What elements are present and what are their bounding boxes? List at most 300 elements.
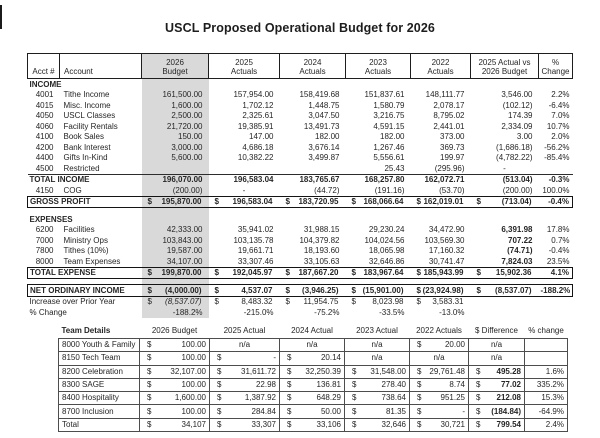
cell-pct-change xyxy=(539,307,573,318)
cell-actuals-2024: 182.00 xyxy=(315,132,340,141)
cell-actual-vs-budget: (513.04) xyxy=(471,174,539,185)
total-row-total-income xyxy=(28,174,573,185)
dollar-sign: $ xyxy=(147,353,152,363)
cell-actuals-2022: $ 185,943.99 xyxy=(411,267,471,279)
cell-actuals-2023: -33.5% xyxy=(379,307,405,317)
dollar-sign: $ xyxy=(417,380,422,390)
team-row-8200-celebration xyxy=(59,365,568,378)
team-cell-pct-change: 1.6% xyxy=(525,365,568,378)
cell-budget-2026: 3,000.00 xyxy=(171,142,203,152)
dollar-sign: $ xyxy=(287,393,292,403)
dollar-sign: $ xyxy=(285,297,290,306)
cell-actuals-2024: -75.2% xyxy=(314,307,340,317)
header-acct: Acct # xyxy=(28,54,60,79)
cell-account-name: Book Sales xyxy=(63,132,104,141)
team-header-team-details: Team Details xyxy=(61,326,111,335)
team-cell-difference: n/a xyxy=(469,352,525,365)
dollar-sign: $ xyxy=(476,393,481,403)
cell-actuals-2022: 148,111.77 xyxy=(425,90,465,99)
dollar-sign: $ xyxy=(147,197,152,206)
cell-actuals-2022: (53.70) xyxy=(439,185,465,195)
cell-actuals-2023: $ 168,066.64 xyxy=(346,196,411,208)
cell-actuals-2024: 33,105.63 xyxy=(303,256,340,266)
team-cell-amount: $ 29,761.48 xyxy=(410,365,469,378)
cell-actuals-2023: 5,556.61 xyxy=(373,153,405,162)
cell-actual-vs-budget: 3,546.00 xyxy=(501,90,533,99)
team-table-header-row xyxy=(59,324,568,339)
cell-actuals-2022: 369.73 xyxy=(440,142,465,152)
team-cell-difference: $ 77.02 xyxy=(469,378,525,391)
cell-pct-change: -6.4% xyxy=(548,100,570,110)
team-name: 8300 SAGE xyxy=(59,378,140,391)
cell-actuals-2022: 373.00 xyxy=(440,132,465,141)
dollar-sign: $ xyxy=(476,285,481,295)
cell-account-name: Gifts In-Kind xyxy=(63,153,108,162)
cell-actuals-2023: (191.16) xyxy=(374,185,405,195)
cell-actuals-2024: 31,988.15 xyxy=(303,225,340,234)
team-cell-difference: $ 495.28 xyxy=(469,365,525,378)
cell-acct-number: 4100 xyxy=(35,132,54,141)
dollar-sign: $ xyxy=(217,366,222,376)
cell-pct-change: 2.2% xyxy=(551,90,570,99)
dollar-sign: $ xyxy=(417,340,422,350)
cell-actual-vs-budget: (200.00) xyxy=(502,185,533,195)
dollar-sign: $ xyxy=(352,380,357,390)
cell-actuals-2024: (44.72) xyxy=(314,185,340,195)
cell-acct-number: 4500 xyxy=(35,163,54,173)
header-account: Account xyxy=(60,54,142,79)
cell-actuals-2025 xyxy=(209,163,280,174)
cell-actual-vs-budget: 3.00 xyxy=(516,132,533,141)
cell-account-name: Tithe Income xyxy=(63,90,110,99)
dollar-sign: $ xyxy=(217,380,222,390)
team-header-2024-actual: 2024 Actual xyxy=(291,326,333,335)
cell-acct-number: 4150 xyxy=(35,185,54,195)
team-row-total xyxy=(59,418,568,431)
dollar-sign: $ xyxy=(285,285,290,295)
row-label: TOTAL INCOME xyxy=(28,174,142,185)
cell-actuals-2025: -215.0% xyxy=(243,307,274,317)
dollar-sign: $ xyxy=(147,406,152,416)
cell-pct-change: 2.0% xyxy=(551,132,570,141)
cell-actuals-2025: 10,382.22 xyxy=(237,153,274,162)
cell-budget-2026: 1,600.00 xyxy=(171,100,203,110)
cell-acct-number: 8000 xyxy=(35,256,54,266)
team-cell-amount: $ - xyxy=(210,352,280,365)
team-cell-amount: $ 278.40 xyxy=(345,378,410,391)
cell-actuals-2023: 32,646.86 xyxy=(368,256,405,266)
cell-budget-2026: $ (4,000.00) xyxy=(142,285,209,297)
team-cell-pct-change xyxy=(525,339,568,352)
cell-acct-number: 4400 xyxy=(35,153,54,162)
cell-pct-change: -0.4% xyxy=(539,196,573,208)
dollar-sign: $ xyxy=(416,297,421,306)
team-name: 8000 Youth & Family xyxy=(59,339,140,352)
cell-actuals-2025: 2,325.61 xyxy=(242,111,274,120)
boxed-row-total-expense xyxy=(28,267,573,279)
cell-actual-vs-budget: 707.22 xyxy=(508,235,533,245)
header-actuals-2023: 2023 Actuals xyxy=(346,54,411,79)
dollar-sign: $ xyxy=(352,366,357,376)
team-cell-pct-change: 335.2% xyxy=(525,378,568,391)
cell-actuals-2022: 8,795.02 xyxy=(433,111,465,120)
cell-actuals-2023: 25.43 xyxy=(384,163,405,173)
cell-budget-2026: $ 195,870.00 xyxy=(142,196,209,208)
dollar-sign: $ xyxy=(147,340,152,350)
team-cell-amount: $ - xyxy=(410,405,469,418)
dollar-sign: $ xyxy=(214,297,219,306)
cell-actuals-2022: 2,441.01 xyxy=(433,121,465,131)
team-header-change: % change xyxy=(528,326,564,335)
cell-actual-vs-budget: (1,686.18) xyxy=(496,142,533,152)
team-row-8400-hospitality xyxy=(59,392,568,405)
cell-account-name: Restricted xyxy=(63,163,100,173)
cell-actual-vs-budget xyxy=(471,296,539,307)
team-cell-pct-change: 15.3% xyxy=(525,392,568,405)
team-cell-amount: $ 136.81 xyxy=(280,378,345,391)
team-row-8300-sage xyxy=(59,378,568,391)
cell-budget-2026 xyxy=(142,163,209,174)
team-row-8000-youth-family xyxy=(59,339,568,352)
account-row-4400 xyxy=(28,153,573,164)
cell-acct-number: 4001 xyxy=(35,90,54,99)
cell-actuals-2024: 13,491.73 xyxy=(303,121,340,131)
dollar-sign: $ xyxy=(147,285,152,295)
cell-actuals-2022: $ 3,583.31 xyxy=(416,297,464,306)
cell-actual-vs-budget: $ (713.04) xyxy=(471,196,539,208)
team-cell-amount: n/a xyxy=(280,339,345,352)
cell-actuals-2022: -13.0% xyxy=(439,307,465,317)
cell-actuals-2023: 151,837.61 xyxy=(364,90,405,99)
team-cell-pct-change: -64.9% xyxy=(525,405,568,418)
cell-actuals-2022: 103,569.30 xyxy=(424,235,465,245)
dollar-sign: $ xyxy=(217,393,222,403)
cell-actuals-2023: $ 183,967.64 xyxy=(346,267,411,279)
team-header-difference: $ Difference xyxy=(475,326,518,335)
team-cell-amount: $ 951.25 xyxy=(410,392,469,405)
boxed-row-gross-profit xyxy=(28,196,573,208)
dollar-sign: $ xyxy=(147,393,152,403)
cell-actuals-2025: 103,135.78 xyxy=(233,235,274,245)
main-budget-table xyxy=(27,53,573,318)
cell-account-name: USCL Classes xyxy=(63,111,116,120)
dollar-sign: $ xyxy=(147,419,152,429)
team-cell-amount: $ 648.29 xyxy=(280,392,345,405)
team-name: 8700 Inclusion xyxy=(59,405,140,418)
cell-actual-vs-budget: 7,824.03 xyxy=(501,256,533,266)
team-cell-pct-change: 2.4% xyxy=(525,418,568,431)
cell-actuals-2025: 157,954.00 xyxy=(233,90,274,99)
team-cell-amount: $ 30,721 xyxy=(410,418,469,431)
cell-acct-number: 4015 xyxy=(35,100,54,110)
team-cell-difference: $ 799.54 xyxy=(469,418,525,431)
team-name: 8150 Tech Team xyxy=(59,352,140,365)
team-name: 8400 Hospitality xyxy=(59,392,140,405)
team-cell-pct-change xyxy=(525,352,568,365)
team-cell-amount: $ 738.64 xyxy=(345,392,410,405)
dollar-sign: $ xyxy=(417,366,422,376)
cell-actuals-2025: 19,661.71 xyxy=(237,246,274,255)
cell-pct-change: 23.5% xyxy=(546,256,570,266)
cell-pct-change: -56.2% xyxy=(544,142,570,152)
team-name: Total xyxy=(59,418,140,431)
cell-actuals-2025: $ 196,583.04 xyxy=(209,196,280,208)
dollar-sign: $ xyxy=(285,268,290,277)
cell-actuals-2024: $ 11,954.75 xyxy=(285,297,339,306)
dollar-sign: $ xyxy=(287,406,292,416)
dollar-sign: $ xyxy=(416,197,421,206)
cell-acct-number: 4050 xyxy=(35,111,54,120)
dollar-sign: $ xyxy=(417,419,422,429)
cell-account-name: Facility Rentals xyxy=(63,121,118,131)
account-row-4100 xyxy=(28,132,573,143)
dollar-sign: $ xyxy=(352,393,357,403)
team-cell-amount: n/a xyxy=(345,352,410,365)
cell-actuals-2025: 1,702.12 xyxy=(242,100,274,110)
cell-actuals-2023: $ (15,901.00) xyxy=(346,285,411,297)
team-cell-amount: $ 32,250.39 xyxy=(280,365,345,378)
cell-pct-change: 17.8% xyxy=(546,225,570,234)
cell-actuals-2024: $ 183,720.95 xyxy=(280,196,346,208)
cell-actuals-2025: 4,686.18 xyxy=(242,142,274,152)
cell-actuals-2024: 18,193.60 xyxy=(303,246,340,255)
team-header-2023-actual: 2023 Actual xyxy=(356,326,398,335)
row-label: GROSS PROFIT xyxy=(28,196,142,208)
cell-account-name: Ministry Ops xyxy=(63,235,108,245)
cell-budget-2026: 150.00 xyxy=(178,132,203,141)
dollar-sign: $ xyxy=(214,197,219,206)
team-cell-amount: $ 22.98 xyxy=(210,378,280,391)
cell-pct-change: 10.7% xyxy=(546,121,570,131)
cell-actuals-2024: $ 187,667.20 xyxy=(280,267,346,279)
cell-actuals-2023: $ 8,023.98 xyxy=(351,297,404,306)
cell-account-name: Bank Interest xyxy=(63,142,111,152)
cell-budget-2026: $ 199,870.00 xyxy=(142,267,209,279)
dollar-sign: $ xyxy=(287,419,292,429)
account-row-4001 xyxy=(28,90,573,101)
cell-account-name: Facilities xyxy=(63,225,95,234)
dollar-sign: $ xyxy=(476,419,481,429)
cell-actuals-2024: 1,448.75 xyxy=(308,100,340,110)
cell-budget-2026: 42,333.00 xyxy=(166,225,203,234)
cell-acct-number: 6200 xyxy=(35,225,54,234)
cell-actuals-2023: 168,257.80 xyxy=(346,174,411,185)
cell-actuals-2023: 4,591.15 xyxy=(373,121,405,131)
cell-actuals-2023: 182.00 xyxy=(380,132,405,141)
cell-actuals-2022: 199.97 xyxy=(440,153,465,162)
cell-actuals-2024: $ (3,946.25) xyxy=(280,285,346,297)
row-label: NET ORDINARY INCOME xyxy=(28,285,142,297)
dollar-sign: $ xyxy=(217,353,222,363)
team-cell-amount: $ 100.00 xyxy=(140,339,210,352)
cell-actuals-2025: $ 8,483.32 xyxy=(214,297,273,306)
account-row-7800 xyxy=(28,246,573,257)
cell-actual-vs-budget: (74.71) xyxy=(507,246,533,255)
team-cell-amount: $ 100.00 xyxy=(140,378,210,391)
dollar-sign: $ xyxy=(147,297,152,306)
team-row-8150-tech-team xyxy=(59,352,568,365)
cell-actuals-2025: $ 4,537.07 xyxy=(209,285,280,297)
team-cell-amount: $ 20.14 xyxy=(280,352,345,365)
cell-pct-change: 7.0% xyxy=(551,111,570,120)
cell-pct-change: -85.4% xyxy=(544,153,570,162)
team-row-8700-inclusion xyxy=(59,405,568,418)
cell-actuals-2025: 19,385.91 xyxy=(237,121,274,131)
cell-actuals-2025: - xyxy=(242,185,246,195)
team-cell-amount: n/a xyxy=(210,339,280,352)
cell-actuals-2025: $ 192,045.97 xyxy=(209,267,280,279)
cell-actual-vs-budget: $ 15,902.36 xyxy=(471,267,539,279)
team-cell-amount: $ 33,106 xyxy=(280,418,345,431)
cell-account-name: Team Expenses xyxy=(63,256,121,266)
section-row-income xyxy=(28,79,573,90)
dollar-sign: $ xyxy=(287,353,292,363)
cell-pct-change: -0.3% xyxy=(539,174,573,185)
cell-pct-change xyxy=(539,163,573,174)
cell-budget-2026: 5,600.00 xyxy=(171,153,203,162)
dollar-sign: $ xyxy=(351,297,356,306)
dollar-sign: $ xyxy=(351,268,356,277)
section-row-expenses xyxy=(28,214,573,225)
dollar-sign: $ xyxy=(476,366,481,376)
cell-budget-2026: 21,720.00 xyxy=(166,121,203,131)
account-row-4050 xyxy=(28,111,573,122)
header-actuals-2024: 2024 Actuals xyxy=(280,54,346,79)
cell-budget-2026: (200.00) xyxy=(172,185,203,195)
cell-actuals-2023: 1,580.79 xyxy=(373,100,405,110)
team-cell-amount: $ 33,307 xyxy=(210,418,280,431)
cell-account-name: COG xyxy=(63,185,82,195)
cell-actuals-2023: 3,216.75 xyxy=(373,111,405,120)
cell-actuals-2025: 33,307.46 xyxy=(237,256,274,266)
team-cell-amount: $ 31,611.72 xyxy=(210,365,280,378)
cell-pct-change xyxy=(539,296,573,307)
cell-actual-vs-budget: 174.39 xyxy=(508,111,533,120)
team-cell-amount: $ 1,600.00 xyxy=(140,392,210,405)
header-budget-2026: 2026 Budget xyxy=(142,54,209,79)
dollar-sign: $ xyxy=(287,380,292,390)
team-cell-amount: $ 32,107.00 xyxy=(140,365,210,378)
dollar-sign: $ xyxy=(287,366,292,376)
cell-actuals-2022: (295.96) xyxy=(434,163,465,173)
cell-actuals-2022: 30,741.47 xyxy=(428,256,465,266)
dollar-sign: $ xyxy=(217,406,222,416)
team-header-2025-actual: 2025 Actual xyxy=(223,326,266,335)
account-row-4150 xyxy=(28,185,573,196)
cell-actuals-2022: 17,160.32 xyxy=(428,246,465,255)
cell-actuals-2023: 104,024.56 xyxy=(364,235,405,245)
cell-budget-2026: 103,843.00 xyxy=(162,235,203,245)
cell-pct-change: 0.7% xyxy=(551,235,570,245)
cell-acct-number: 4060 xyxy=(35,121,54,131)
cell-actuals-2024 xyxy=(280,163,346,174)
team-cell-amount: $ 81.35 xyxy=(345,405,410,418)
team-cell-difference: $ 212.08 xyxy=(469,392,525,405)
cell-acct-number: 7800 xyxy=(35,246,54,255)
document-title: USCL Proposed Operational Budget for 2026 xyxy=(165,21,435,35)
section-label: EXPENSES xyxy=(29,214,73,224)
dollar-sign: $ xyxy=(416,285,421,295)
cell-actuals-2025: 196,583.04 xyxy=(209,174,280,185)
team-cell-amount: $ 1,387.92 xyxy=(210,392,280,405)
cell-actuals-2025: 35,941.02 xyxy=(237,225,274,234)
cell-actuals-2023: 1,267.46 xyxy=(373,142,405,152)
cell-actual-vs-budget: 2,334.09 xyxy=(501,121,533,131)
row-label: % Change xyxy=(29,307,67,317)
cell-pct-change: -188.2% xyxy=(539,285,573,297)
cell-actuals-2022: 34,472.90 xyxy=(428,225,465,234)
dollar-sign: $ xyxy=(217,419,222,429)
team-name: 8200 Celebration xyxy=(59,365,140,378)
team-header-2022-actuals: 2022 Actuals xyxy=(416,326,462,335)
cell-actuals-2022: 2,078.17 xyxy=(433,100,465,110)
header-actual-vs-budget: 2025 Actual vs 2026 Budget xyxy=(471,54,539,79)
team-cell-amount: $ 31,548.00 xyxy=(345,365,410,378)
dollar-sign: $ xyxy=(417,406,422,416)
cell-actuals-2023: 18,065.98 xyxy=(368,246,405,255)
team-cell-amount: n/a xyxy=(345,339,410,352)
cell-budget-2026: 161,500.00 xyxy=(162,90,203,99)
account-row-4060 xyxy=(28,121,573,132)
dollar-sign: $ xyxy=(476,268,481,277)
team-details-table xyxy=(58,324,568,432)
team-cell-amount: $ 34,107 xyxy=(140,418,210,431)
cell-actuals-2022: $ (23,924.98) xyxy=(411,285,471,297)
row-label: TOTAL EXPENSE xyxy=(28,267,142,279)
cell-actual-vs-budget: (102.12) xyxy=(502,100,533,110)
account-row-4200 xyxy=(28,142,573,153)
cell-actuals-2024: 3,499.87 xyxy=(308,153,340,162)
cell-actuals-2023: 29,230.24 xyxy=(368,225,405,234)
cell-actuals-2022: 162,072.71 xyxy=(411,174,471,185)
section-label: INCOME xyxy=(29,79,62,89)
dollar-sign: $ xyxy=(214,285,219,295)
cell-budget-2026: $ (8,537.07) xyxy=(147,297,202,306)
team-cell-amount: $ 20.00 xyxy=(410,339,469,352)
cell-actuals-2022: $ 162,019.01 xyxy=(411,196,471,208)
boxed-row-net-ordinary-income xyxy=(28,285,573,297)
dollar-sign: $ xyxy=(476,406,481,416)
dollar-sign: $ xyxy=(352,406,357,416)
team-cell-amount: $ 8.74 xyxy=(410,378,469,391)
account-row-6200 xyxy=(28,225,573,236)
dollar-sign: $ xyxy=(352,419,357,429)
dollar-sign: $ xyxy=(214,268,219,277)
account-row-4015 xyxy=(28,100,573,111)
dollar-sign: $ xyxy=(147,268,152,277)
team-cell-amount: $ 100.00 xyxy=(140,352,210,365)
cell-actual-vs-budget xyxy=(471,307,539,318)
cell-pct-change: 4.1% xyxy=(539,267,573,279)
team-cell-amount: n/a xyxy=(410,352,469,365)
cell-actuals-2024: 3,047.50 xyxy=(308,111,340,120)
cell-actual-vs-budget: - xyxy=(503,163,506,173)
team-cell-amount: $ 50.00 xyxy=(280,405,345,418)
cell-budget-2026: 2,500.00 xyxy=(171,111,203,120)
cell-budget-2026: -188.2% xyxy=(172,307,203,317)
team-cell-amount: $ 284.84 xyxy=(210,405,280,418)
team-cell-difference: $ (184.84) xyxy=(469,405,525,418)
cell-actual-vs-budget: $ (8,537.07) xyxy=(471,285,539,297)
dollar-sign: $ xyxy=(476,197,481,206)
plain-row-increase-over-prior-year xyxy=(28,296,573,307)
team-cell-difference: n/a xyxy=(469,339,525,352)
cell-account-name: Tithes (10%) xyxy=(63,246,109,255)
cell-actuals-2024: 3,676.14 xyxy=(308,142,340,152)
cell-budget-2026: 196,070.00 xyxy=(142,174,209,185)
cell-actuals-2025: 147.00 xyxy=(249,132,274,141)
cell-pct-change: -0.4% xyxy=(548,246,570,255)
